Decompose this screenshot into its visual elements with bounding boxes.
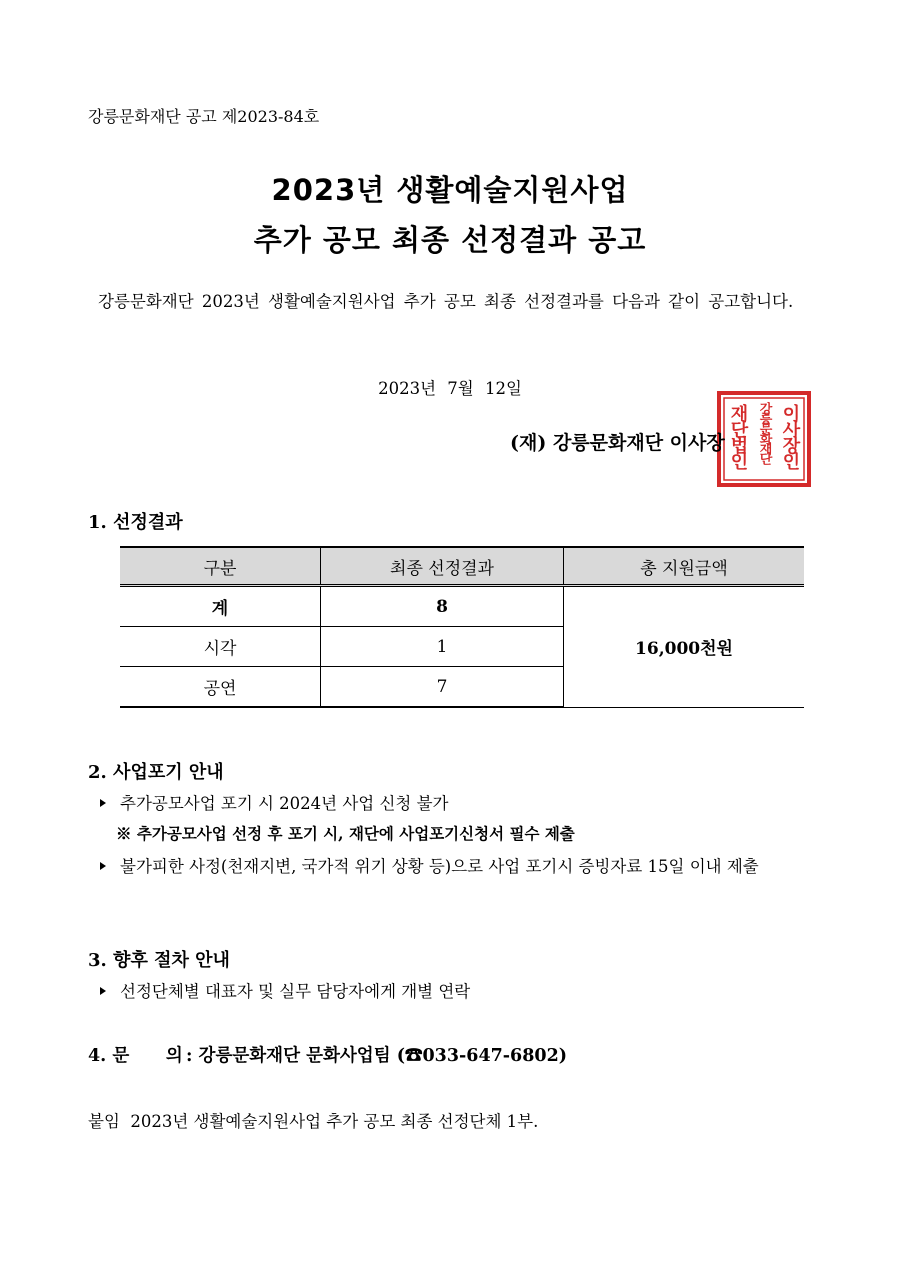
contact-label: 4. 문 의: [88, 1046, 183, 1066]
title-line-1: 2023년 생활예술지원사업: [271, 173, 629, 207]
announcement-date: 2023년 7월 12일: [378, 379, 522, 398]
header-total-amount: 총 지원금액: [564, 547, 805, 586]
total-amount-cell: 16,000천원: [564, 586, 805, 708]
row-category: 공연: [120, 667, 321, 708]
table-header-row: [120, 547, 804, 586]
seal-col-2: 강릉문화재단: [756, 402, 772, 462]
row-category: 계: [120, 586, 321, 627]
row-count: 8: [321, 586, 564, 627]
attachment-note: 붙임 2023년 생활예술지원사업 추가 공모 최종 선정단체 1부.: [88, 1112, 539, 1131]
section-1-heading: 1. 선정결과: [88, 512, 183, 533]
row-category: 시각: [120, 627, 321, 667]
bullet-triangle-icon: [100, 987, 106, 995]
list-item-text: 불가피한 사정(천재지변, 국가적 위기 상황 등)으로 사업 포기시 증빙자료 15일 이내 제출: [120, 857, 759, 876]
row-count: 1: [321, 627, 564, 667]
notice-number: 강릉문화재단 공고 제2023-84호: [88, 107, 320, 126]
seal-col-3: 이사장인: [779, 404, 801, 468]
intro-paragraph: 강릉문화재단 2023년 생활예술지원사업 추가 공모 최종 선정결과를 다음과 같이 공고합니다.: [98, 292, 794, 311]
table-row: [120, 586, 804, 627]
bullet-triangle-icon: [100, 862, 106, 870]
section-4-contact: [88, 1042, 567, 1067]
list-item: [100, 978, 470, 1002]
list-item: [100, 790, 448, 814]
list-item-text: 추가공모사업 포기 시 2024년 사업 신청 불가: [120, 794, 449, 813]
section-2-heading: 2. 사업포기 안내: [88, 762, 224, 783]
selection-result-table: [120, 546, 804, 708]
row-count: 7: [321, 667, 564, 708]
list-item-text: 선정단체별 대표자 및 실무 담당자에게 개별 연락: [120, 982, 471, 1001]
title-line-2: 추가 공모 최종 선정결과 공고: [253, 223, 647, 257]
header-final-result: 최종 선정결과: [321, 547, 564, 586]
bullet-triangle-icon: [100, 799, 106, 807]
issuer-name: (재) 강릉문화재단 이사장: [510, 432, 725, 454]
official-seal-icon: [716, 390, 812, 488]
contact-value: : 강릉문화재단 문화사업팀 (☎033-647-6802): [186, 1046, 568, 1066]
section-3-heading: 3. 향후 절차 안내: [88, 950, 230, 971]
warning-note: ※ 추가공모사업 선정 후 포기 시, 재단에 사업포기신청서 필수 제출: [116, 824, 575, 843]
header-category: 구분: [120, 547, 321, 586]
list-item: [100, 850, 814, 884]
seal-col-1: 재단법인: [727, 404, 749, 468]
